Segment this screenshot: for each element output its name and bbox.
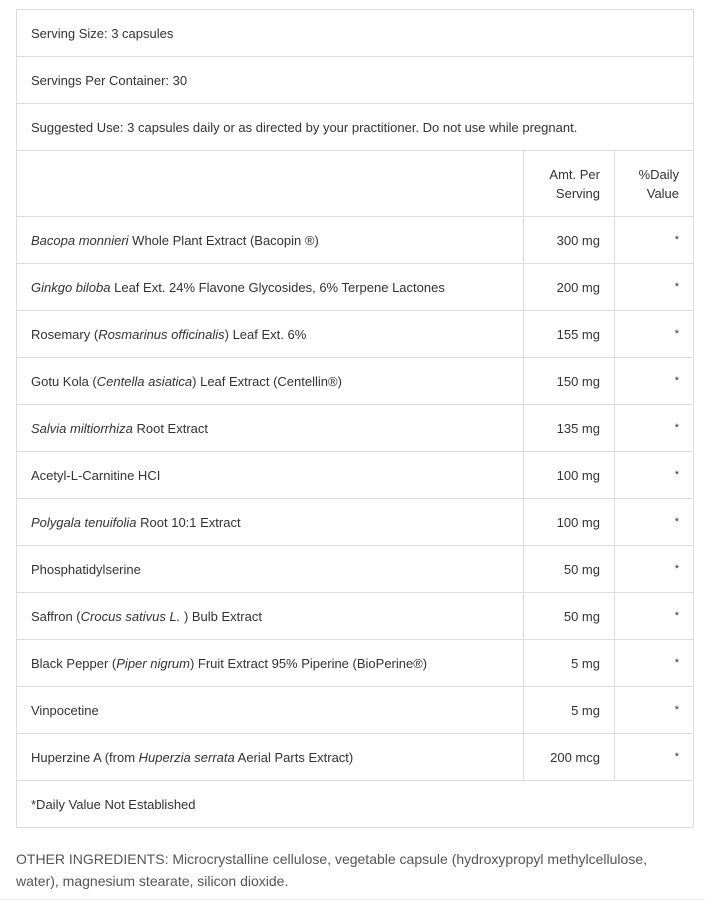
column-header-row: [17, 151, 694, 217]
ingredient-name: [17, 687, 524, 734]
supplement-facts-table: [16, 9, 694, 828]
ingredient-amount: 200 mg: [524, 264, 615, 311]
ingredient-daily-value: *: [615, 546, 694, 593]
ingredient-header: [17, 151, 524, 217]
ingredient-name: [17, 264, 524, 311]
ingredient-name-italic: Rosmarinus officinalis: [98, 326, 225, 342]
ingredient-name-text: ) Bulb Extract: [180, 608, 262, 624]
suggested-use-row: [17, 104, 694, 151]
ingredient-row: [17, 358, 694, 405]
ingredient-name: [17, 358, 524, 405]
ingredient-name-italic: Salvia miltiorrhiza: [31, 420, 133, 436]
servings-per-container-row: [17, 57, 694, 104]
ingredient-name-italic: Ginkgo biloba: [31, 279, 111, 295]
ingredient-name: [17, 593, 524, 640]
ingredient-row: [17, 593, 694, 640]
ingredient-name-italic: Polygala tenuifolia: [31, 514, 137, 530]
ingredient-name: [17, 640, 524, 687]
ingredient-daily-value: *: [615, 499, 694, 546]
daily-value-header-line1: %Daily: [638, 166, 680, 182]
ingredient-name-text: Huperzine A (from: [31, 749, 139, 765]
divider: [0, 899, 705, 900]
ingredient-name-italic: Piper nigrum: [116, 655, 190, 671]
footnote: *Daily Value Not Established: [17, 781, 694, 828]
ingredient-amount: 100 mg: [524, 452, 615, 499]
ingredient-daily-value: *: [615, 593, 694, 640]
ingredient-name-text: Rosemary (: [31, 326, 99, 342]
ingredient-name-text: Leaf Ext. 24% Flavone Glycosides, 6% Terpene Lactones: [110, 279, 445, 295]
ingredient-name: [17, 499, 524, 546]
ingredient-name: [17, 217, 524, 264]
ingredient-amount: 5 mg: [524, 640, 615, 687]
ingredient-name-text: ) Leaf Extract (Centellin®): [192, 373, 342, 389]
ingredient-amount: 5 mg: [524, 687, 615, 734]
ingredient-name-text: Acetyl-L-Carnitine HCI: [31, 467, 161, 483]
daily-value-header: [615, 151, 694, 217]
amount-header-line2: Serving: [555, 185, 600, 201]
ingredient-name: [17, 311, 524, 358]
ingredient-daily-value: *: [615, 264, 694, 311]
ingredient-amount: 300 mg: [524, 217, 615, 264]
ingredient-name-italic: Crocus sativus L.: [80, 608, 181, 624]
ingredient-daily-value: *: [615, 452, 694, 499]
ingredient-row: [17, 640, 694, 687]
amount-header: [524, 151, 615, 217]
ingredient-row: [17, 264, 694, 311]
amount-header-line1: Amt. Per: [549, 166, 600, 182]
ingredient-name-text: Aerial Parts Extract): [234, 749, 354, 765]
serving-size-row: [17, 10, 694, 57]
servings-per-container: Servings Per Container: 30: [17, 57, 694, 104]
footnote-row: [17, 781, 694, 828]
ingredient-name-text: Black Pepper (: [31, 655, 117, 671]
ingredient-name-italic: Centella asiatica: [96, 373, 193, 389]
ingredient-daily-value: *: [615, 217, 694, 264]
ingredient-name-text: Saffron (: [31, 608, 81, 624]
ingredient-name-text: Whole Plant Extract (Bacopin ®): [128, 232, 319, 248]
ingredient-name: [17, 546, 524, 593]
serving-size: Serving Size: 3 capsules: [17, 10, 694, 57]
ingredient-daily-value: *: [615, 311, 694, 358]
ingredient-name-italic: Huperzia serrata: [138, 749, 235, 765]
ingredient-amount: 50 mg: [524, 546, 615, 593]
ingredient-amount: 100 mg: [524, 499, 615, 546]
ingredient-name-text: ) Leaf Ext. 6%: [224, 326, 307, 342]
ingredient-amount: 200 mcg: [524, 734, 615, 781]
ingredient-amount: 135 mg: [524, 405, 615, 452]
ingredient-row: [17, 687, 694, 734]
ingredient-daily-value: *: [615, 687, 694, 734]
ingredient-name: [17, 452, 524, 499]
ingredient-row: [17, 499, 694, 546]
ingredient-row: [17, 734, 694, 781]
ingredient-row: [17, 217, 694, 264]
ingredient-row: [17, 546, 694, 593]
ingredient-amount: 150 mg: [524, 358, 615, 405]
suggested-use: Suggested Use: 3 capsules daily or as directed by your practitioner. Do not use while pregnant.: [17, 104, 694, 151]
other-ingredients: OTHER INGREDIENTS: Microcrystalline cellulose, vegetable capsule (hydroxypropyl methylcellulose, water), magnesium stearate, silicon dioxide.: [16, 851, 648, 889]
ingredient-name: [17, 405, 524, 452]
ingredient-amount: 155 mg: [524, 311, 615, 358]
ingredient-daily-value: *: [615, 358, 694, 405]
ingredient-name: [17, 734, 524, 781]
ingredient-daily-value: *: [615, 405, 694, 452]
daily-value-header-line2: Value: [646, 185, 680, 201]
ingredient-daily-value: *: [615, 734, 694, 781]
ingredient-name-text: ) Fruit Extract 95% Piperine (BioPerine®): [189, 655, 428, 671]
ingredient-row: [17, 311, 694, 358]
ingredient-name-text: Vinpocetine: [31, 702, 99, 718]
ingredient-amount: 50 mg: [524, 593, 615, 640]
ingredient-row: [17, 452, 694, 499]
ingredient-name-text: Gotu Kola (: [31, 373, 97, 389]
ingredient-name-text: Phosphatidylserine: [31, 561, 141, 577]
ingredient-daily-value: *: [615, 640, 694, 687]
ingredient-name-text: Root Extract: [132, 420, 209, 436]
ingredient-row: [17, 405, 694, 452]
ingredient-name-italic: Bacopa monnieri: [31, 232, 129, 248]
ingredient-name-text: Root 10:1 Extract: [136, 514, 241, 530]
